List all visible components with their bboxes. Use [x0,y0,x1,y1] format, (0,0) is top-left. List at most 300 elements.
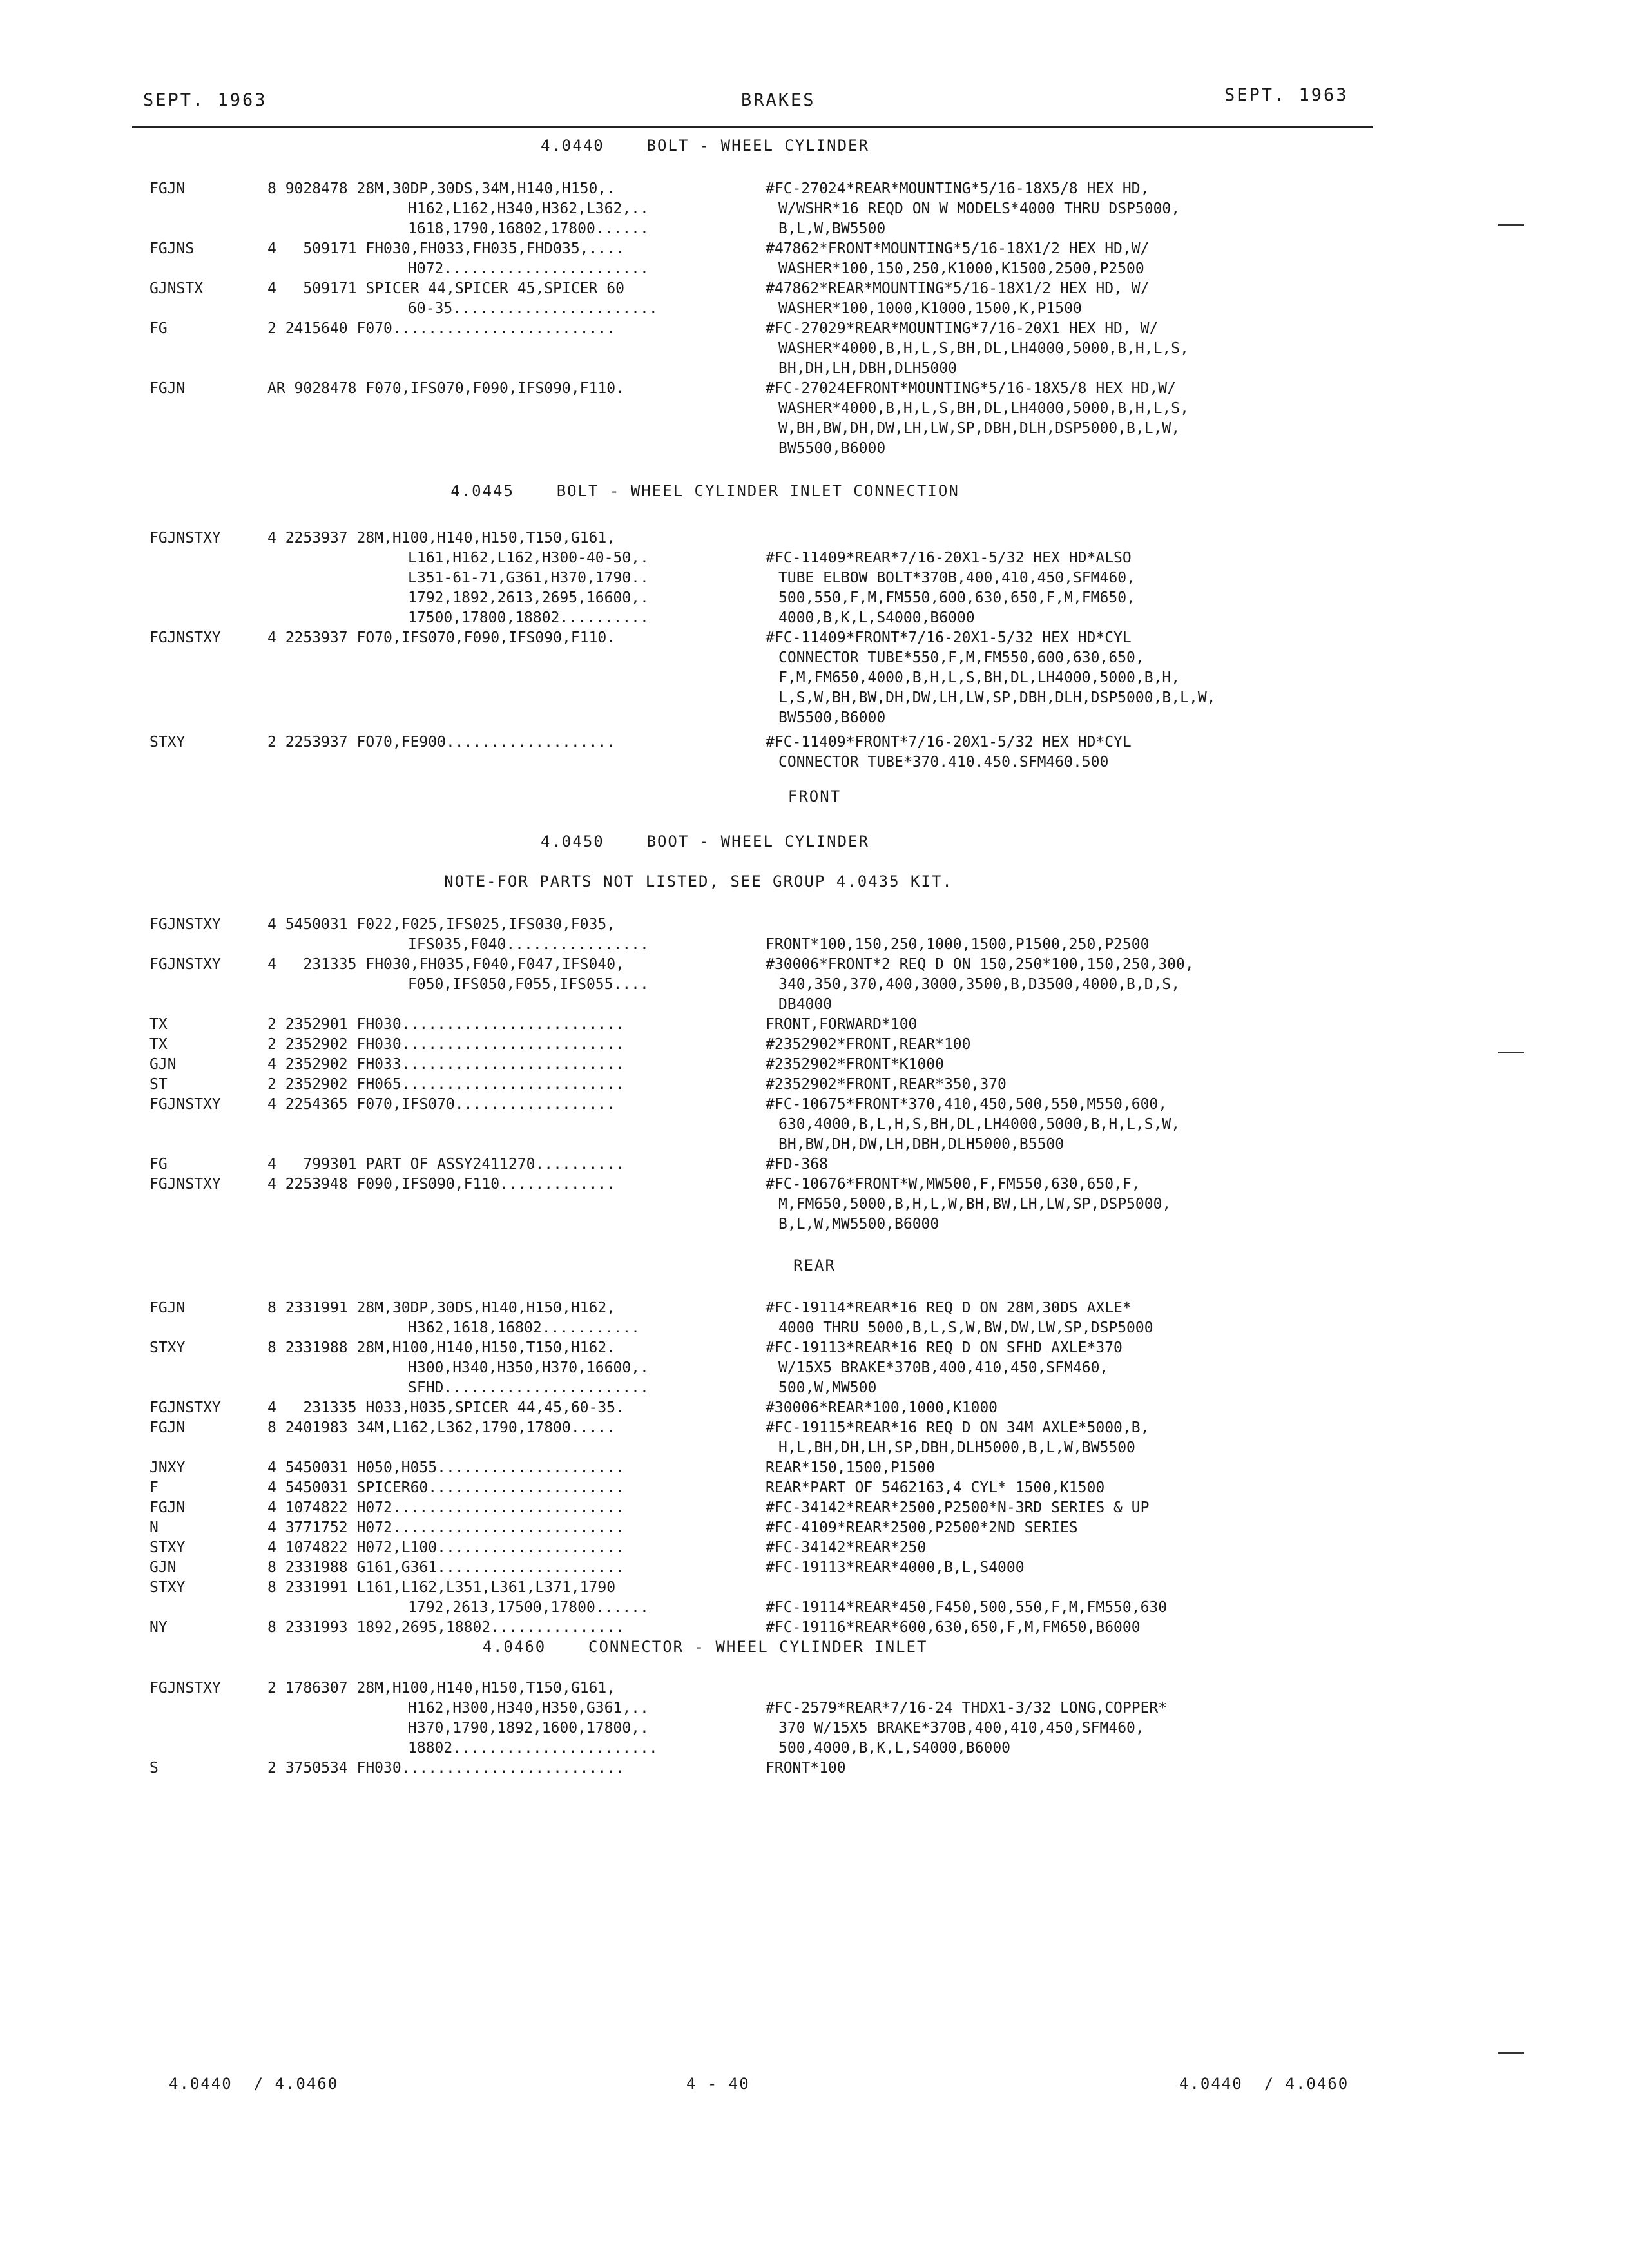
model-code: STXY [149,1340,186,1356]
qty-part-number: 2 2352902 [267,1036,348,1053]
description-line: FRONT*100,150,250,1000,1500,P1500,250,P2500 [766,936,1150,953]
application-line [267,1538,624,1558]
margin-mark [1498,1052,1524,1053]
description-line: #47862*FRONT*MOUNTING*5/16-18X1/2 HEX HD,W/ [766,240,1150,257]
qty-part-application [267,1578,649,1618]
description [766,179,1180,239]
description [766,1095,1180,1155]
qty-part-application [267,1418,615,1438]
application-line [267,568,649,588]
description [766,733,1132,773]
application-line [267,1338,649,1358]
description-line: M,FM650,5000,B,H,L,W,BH,BW,LH,LW,SP,DSP5000, [778,1196,1171,1213]
application-text: H072....................... [408,260,649,277]
description-line: #2352902*FRONT,REAR*350,370 [766,1076,1007,1093]
description [766,239,1149,279]
model-code: JNXY [149,1459,186,1476]
description-line: #FC-27024EFRONT*MOUNTING*5/16-18X5/8 HEX HD,W/ [766,380,1176,397]
description-line [766,1578,1167,1598]
section-title: FRONT [787,787,842,805]
section-title: 4.0460 CONNECTOR - WHEEL CYLINDER INLET [482,1638,928,1656]
description-line: #FC-19115*REAR*16 REQ D ON 34M AXLE*5000,B, [766,1419,1150,1436]
model-code: FGJN [149,1499,186,1516]
description [766,1075,1007,1095]
application-text: FH033......................... [356,1056,624,1073]
application-text: F070......................... [356,320,616,337]
description [766,1678,1167,1758]
section-title: 4.0450 BOOT - WHEEL CYLINDER [541,832,869,850]
model-code: FGJN [149,180,186,197]
model-code: FGJNSTXY [149,956,221,973]
description-line: #FC-27029*REAR*MOUNTING*7/16-20X1 HEX HD, W/ [766,320,1159,337]
description [766,528,1135,628]
application-line [267,1758,624,1778]
description-line: #30006*FRONT*2 REQ D ON 150,250*100,150,250,300, [766,956,1194,973]
application-text: FO70,FE900................... [356,734,616,751]
description-line: WASHER*100,150,250,K1000,K1500,2500,P2500 [778,260,1144,277]
application-line [267,1075,624,1095]
section-title: NOTE-FOR PARTS NOT LISTED, SEE GROUP 4.0435 KIT. [444,872,953,890]
application-line [267,1378,649,1398]
model-code: GJNSTX [149,280,204,297]
model-code: N [149,1519,159,1536]
qty-part-application [267,1518,624,1538]
application-line [267,279,658,299]
description-line: BH,DH,LH,DBH,DLH5000 [778,360,957,377]
description-line: #30006*REAR*100,1000,K1000 [766,1399,998,1416]
application-line [267,1095,615,1115]
qty-part-application [267,1458,624,1478]
application-text: L161,L162,L351,L361,L371,1790 [356,1579,616,1596]
description-line: B,L,W,BW5500 [778,220,886,237]
description-line: 500,W,MW500 [778,1379,877,1396]
qty-part-number: 4 509171 [267,280,357,297]
qty-part-number: 2 2415640 [267,320,348,337]
application-text: 18802....................... [408,1740,658,1756]
application-line [267,319,615,339]
description [766,1538,926,1558]
description-line: WASHER*100,1000,K1000,1500,K,P1500 [778,300,1082,317]
description [766,1418,1149,1458]
description-line: 340,350,370,400,3000,3500,B,D3500,4000,B,D,S, [778,976,1181,993]
application-line [267,1498,624,1518]
application-text: FH030......................... [356,1016,624,1033]
description-line: BW5500,B6000 [778,440,886,457]
description [766,1338,1123,1398]
qty-part-application [267,733,615,753]
description-line: #FC-27024*REAR*MOUNTING*5/16-18X5/8 HEX HD, [766,180,1150,197]
qty-part-number: 4 1074822 [267,1539,348,1556]
description [766,955,1194,1015]
application-text: 28M,H100,H140,H150,T150,G161, [356,530,616,546]
application-line [267,379,624,399]
application-text: IFS035,F040................ [408,936,649,953]
description-line: H,L,BH,DH,LH,SP,DBH,DLH5000,B,L,W,BW5500 [778,1439,1135,1456]
description [766,1155,828,1175]
description-line: B,L,W,MW5500,B6000 [778,1216,940,1233]
model-code: FGJNSTXY [149,916,221,933]
qty-part-application [267,1298,640,1338]
description-line: #FC-2579*REAR*7/16-24 THDX1-3/32 LONG,COPPER* [766,1700,1168,1716]
application-text: 17500,17800,18802.......... [408,610,649,626]
description-line: 4000 THRU 5000,B,L,S,W,BW,DW,LW,SP,DSP5000 [778,1320,1153,1336]
model-code: FGJNSTXY [149,629,221,646]
description-line: #FC-4109*REAR*2500,P2500*2ND SERIES [766,1519,1078,1536]
model-code: FGJNS [149,240,195,257]
application-line [267,179,649,199]
application-line [267,1155,624,1175]
qty-part-application [267,1558,624,1578]
application-line [267,259,649,279]
description-line: 630,4000,B,L,H,S,BH,DL,LH4000,5000,B,H,L,S,W, [778,1116,1181,1133]
application-text: FH030,FH033,FH035,FHD035,.... [365,240,624,257]
description-line: WASHER*4000,B,H,L,S,BH,DL,LH4000,5000,B,H,L,S, [778,400,1189,417]
footer-right: 4.0440 / 4.0460 [1179,2075,1349,2093]
description-line: W/WSHR*16 REQD ON W MODELS*4000 THRU DSP5000, [778,200,1181,217]
description-line: FRONT*100 [766,1760,846,1776]
qty-part-application [267,1075,624,1095]
description-line: CONNECTOR TUBE*370.410.450.SFM460.500 [778,754,1109,771]
description-line: 4000,B,K,L,S4000,B6000 [778,610,975,626]
qty-part-number: 4 2352902 [267,1056,348,1073]
qty-part-number: 4 2253937 [267,629,348,646]
application-text: H072.......................... [356,1519,624,1536]
description [766,915,1149,955]
application-line [267,955,649,975]
qty-part-application [267,279,658,319]
qty-part-application [267,1538,624,1558]
qty-part-application [267,1338,649,1398]
description [766,1458,935,1478]
description-line [766,915,1149,935]
description [766,1175,1171,1235]
application-text: 1892,2695,18802............... [356,1619,624,1636]
description [766,379,1189,459]
application-text: H300,H340,H350,H370,16600,. [408,1360,649,1376]
application-line [267,1578,649,1598]
description-line: 500,550,F,M,FM550,600,630,650,F,M,FM650, [778,590,1135,606]
model-code: FGJNSTXY [149,1176,221,1193]
description [766,1015,917,1035]
description-line: #FC-11409*FRONT*7/16-20X1-5/32 HEX HD*CYL [766,734,1132,751]
margin-mark [1498,2052,1524,2054]
model-code: NY [149,1619,168,1636]
application-text: 28M,30DP,30DS,34M,H140,H150,. [356,180,616,197]
application-text: L351-61-71,G361,H370,1790.. [408,570,649,586]
description-line: L,S,W,BH,BW,DH,DW,LH,LW,SP,DBH,DLH,DSP5000,B,L,W, [778,689,1216,706]
application-line [267,1678,658,1698]
application-text: F022,F025,IFS025,IFS030,F035, [356,916,616,933]
header-center: BRAKES [741,90,816,110]
qty-part-application [267,1398,624,1418]
description-line: #FC-34142*REAR*250 [766,1539,927,1556]
section-title: 4.0440 BOLT - WHEEL CYLINDER [541,137,869,155]
qty-part-application [267,1035,624,1055]
description [766,1578,1167,1618]
application-line [267,1618,624,1638]
description-line: #FC-19116*REAR*600,630,650,F,M,FM650,B6000 [766,1619,1141,1636]
description [766,1298,1153,1338]
application-line [267,299,658,319]
application-line [267,733,615,753]
model-code: FGJNSTXY [149,1399,221,1416]
application-line [267,1358,649,1378]
application-text: 60-35....................... [408,300,658,317]
application-text: 1618,1790,16802,17800...... [408,220,649,237]
model-code: FGJNSTXY [149,530,221,546]
description-line: BW5500,B6000 [778,709,886,726]
application-text: G161,G361..................... [356,1559,624,1576]
qty-part-number: 8 2331988 [267,1340,348,1356]
application-line [267,239,649,259]
application-text: 28M,H100,H140,H150,T150,H162. [356,1340,616,1356]
model-code: FGJN [149,380,186,397]
qty-part-number: 4 5450031 [267,1459,348,1476]
qty-part-number: 8 2331988 [267,1559,348,1576]
header-left: SEPT. 1963 [143,90,267,110]
application-line [267,915,649,935]
description [766,1035,971,1055]
qty-part-number: 4 2253937 [267,530,348,546]
description-line: 370 W/15X5 BRAKE*370B,400,410,450,SFM460, [778,1720,1144,1736]
qty-part-application [267,1618,624,1638]
application-text: SPICER60...................... [356,1479,624,1496]
description-line: #FC-34142*REAR*2500,P2500*N-3RD SERIES & UP [766,1499,1150,1516]
application-text: 1792,1892,2613,2695,16600,. [408,590,649,606]
margin-mark [1498,224,1524,226]
model-code: STXY [149,1539,186,1556]
description-line: #FC-19114*REAR*16 REQ D ON 28M,30DS AXLE* [766,1300,1132,1316]
description [766,1478,1104,1498]
section-title: 4.0445 BOLT - WHEEL CYLINDER INLET CONNECTION [450,482,959,500]
qty-part-number: 2 1786307 [267,1680,348,1696]
qty-part-application [267,179,649,239]
model-code: FGJNSTXY [149,1096,221,1113]
application-text: L161,H162,L162,H300-40-50,. [408,550,649,566]
application-line [267,1698,658,1718]
model-code: ST [149,1076,168,1093]
application-text: H072.......................... [356,1499,624,1516]
description-line: #FC-19114*REAR*450,F450,500,550,F,M,FM550,630 [766,1599,1168,1616]
description [766,279,1149,319]
application-line [267,548,649,568]
footer-center: 4 - 40 [686,2075,750,2093]
header-right: SEPT. 1963 [1224,85,1349,105]
qty-part-application [267,1498,624,1518]
application-line [267,1175,615,1195]
footer-left: 4.0440 / 4.0460 [169,2075,339,2093]
qty-part-number: 2 2352902 [267,1076,348,1093]
application-line [267,935,649,955]
description [766,1618,1141,1638]
application-line [267,1458,624,1478]
application-line [267,1055,624,1075]
qty-part-application [267,319,615,339]
qty-part-application [267,1678,658,1758]
description-line: F,M,FM650,4000,B,H,L,S,BH,DL,LH4000,5000,B,H, [778,669,1181,686]
description [766,1498,1149,1518]
qty-part-number: 8 2331991 [267,1300,348,1316]
qty-part-application [267,239,649,279]
header-rule [132,126,1373,128]
application-line [267,1418,615,1438]
qty-part-number: 2 3750534 [267,1760,348,1776]
description-line: #FD-368 [766,1156,828,1173]
qty-part-number: AR 9028478 [267,380,357,397]
description-line: REAR*PART OF 5462163,4 CYL* 1500,K1500 [766,1479,1105,1496]
description-line: W/15X5 BRAKE*370B,400,410,450,SFM460, [778,1360,1109,1376]
qty-part-application [267,1015,624,1035]
model-code: STXY [149,734,186,751]
qty-part-application [267,379,624,399]
qty-part-number: 4 5450031 [267,916,348,933]
application-text: H162,L162,H340,H362,L362,.. [408,200,649,217]
description-line: WASHER*4000,B,H,L,S,BH,DL,LH4000,5000,B,H,L,S, [778,340,1189,357]
description-line: CONNECTOR TUBE*550,F,M,FM550,600,630,650, [778,649,1144,666]
model-code: TX [149,1036,168,1053]
description-line: #2352902*FRONT,REAR*100 [766,1036,971,1053]
application-line [267,1398,624,1418]
application-line [267,199,649,219]
description [766,1398,998,1418]
qty-part-number: 2 2352901 [267,1016,348,1033]
description-line [766,1678,1167,1698]
description-line: #FC-10675*FRONT*370,410,450,500,550,M550,600, [766,1096,1168,1113]
description [766,1518,1078,1538]
application-text: FH030......................... [356,1760,624,1776]
application-text: 34M,L162,L362,1790,17800..... [356,1419,616,1436]
description-line: DB4000 [778,996,833,1013]
application-text: F070,IFS070,F090,IFS090,F110. [365,380,624,397]
qty-part-number: 4 2253948 [267,1176,348,1193]
qty-part-application [267,955,649,995]
qty-part-number: 4 2254365 [267,1096,348,1113]
application-text: F090,IFS090,F110............. [356,1176,616,1193]
qty-part-application [267,1155,624,1175]
application-text: F050,IFS050,F055,IFS055.... [408,976,649,993]
application-line [267,1518,624,1538]
description-line: 500,4000,B,K,L,S4000,B6000 [778,1740,1011,1756]
model-code: F [149,1479,159,1496]
application-line [267,1298,640,1318]
qty-part-number: 8 9028478 [267,180,348,197]
description-line: #47862*REAR*MOUNTING*5/16-18X1/2 HEX HD, W/ [766,280,1150,297]
application-line [267,219,649,239]
qty-part-application [267,1055,624,1075]
application-text: PART OF ASSY2411270.......... [365,1156,624,1173]
qty-part-application [267,1478,624,1498]
description [766,1558,1025,1578]
qty-part-number: 8 2401983 [267,1419,348,1436]
application-line [267,588,649,608]
application-text: FO70,IFS070,F090,IFS090,F110. [356,629,616,646]
application-line [267,528,649,548]
qty-part-application [267,1175,615,1195]
description-line: #FC-10676*FRONT*W,MW500,F,FM550,630,650,F, [766,1176,1141,1193]
qty-part-number: 2 2253937 [267,734,348,751]
application-text: H072,L100..................... [356,1539,624,1556]
model-code: GJN [149,1559,177,1576]
application-text: FH030......................... [356,1036,624,1053]
application-line [267,1558,624,1578]
application-text: 28M,H100,H140,H150,T150,G161, [356,1680,616,1696]
qty-part-number: 4 509171 [267,240,357,257]
application-text: 1792,2613,17500,17800...... [408,1599,649,1616]
qty-part-application [267,628,615,648]
application-text: FH030,FH035,F040,F047,IFS040, [365,956,624,973]
description-line: W,BH,BW,DH,DW,LH,LW,SP,DBH,DLH,DSP5000,B,L,W, [778,420,1181,437]
section-title: REAR [793,1256,836,1274]
application-line [267,975,649,995]
description-line: TUBE ELBOW BOLT*370B,400,410,450,SFM460, [778,570,1135,586]
application-text: SFHD....................... [408,1379,649,1396]
application-line [267,1478,624,1498]
description-line: #FC-11409*FRONT*7/16-20X1-5/32 HEX HD*CYL [766,629,1132,646]
application-text: H033,H035,SPICER 44,45,60-35. [365,1399,624,1416]
description-line: #FC-11409*REAR*7/16-20X1-5/32 HEX HD*ALSO [766,550,1132,566]
application-line [267,1738,658,1758]
model-code: S [149,1760,159,1776]
model-code: FG [149,320,168,337]
application-line [267,1015,624,1035]
qty-part-application [267,1758,624,1778]
model-code: FG [149,1156,168,1173]
application-text: SPICER 44,SPICER 45,SPICER 60 [365,280,624,297]
application-line [267,1035,624,1055]
qty-part-number: 4 231335 [267,1399,357,1416]
application-line [267,608,649,628]
application-text: H162,H300,H340,H350,G361,.. [408,1700,649,1716]
qty-part-number: 4 3771752 [267,1519,348,1536]
qty-part-number: 4 231335 [267,956,357,973]
application-line [267,1318,640,1338]
qty-part-number: 4 799301 [267,1156,357,1173]
description-line: #2352902*FRONT*K1000 [766,1056,944,1073]
application-line [267,628,615,648]
model-code: GJN [149,1056,177,1073]
model-code: FGJN [149,1300,186,1316]
application-text: FH065......................... [356,1076,624,1093]
qty-part-number: 8 2331991 [267,1579,348,1596]
description-line [766,528,1135,548]
application-text: F070,IFS070.................. [356,1096,616,1113]
application-line [267,1718,658,1738]
qty-part-number: 4 1074822 [267,1499,348,1516]
qty-part-application [267,915,649,955]
application-text: H050,H055..................... [356,1459,624,1476]
model-code: FGJNSTXY [149,1680,221,1696]
description [766,319,1189,379]
description-line: BH,BW,DH,DW,LH,DBH,DLH5000,B5500 [778,1136,1065,1153]
description-line: #FC-19113*REAR*16 REQ D ON SFHD AXLE*370 [766,1340,1123,1356]
qty-part-application [267,1095,615,1115]
qty-part-number: 4 5450031 [267,1479,348,1496]
application-text: H370,1790,1892,1600,17800,. [408,1720,649,1736]
description-line: FRONT,FORWARD*100 [766,1016,918,1033]
model-code: FGJN [149,1419,186,1436]
application-text: 28M,30DP,30DS,H140,H150,H162, [356,1300,616,1316]
model-code: STXY [149,1579,186,1596]
application-line [267,1598,649,1618]
description [766,1758,846,1778]
model-code: TX [149,1016,168,1033]
application-text: H362,1618,16802........... [408,1320,641,1336]
description-line: #FC-19113*REAR*4000,B,L,S4000 [766,1559,1025,1576]
qty-part-number: 8 2331993 [267,1619,348,1636]
description [766,1055,944,1075]
description [766,628,1216,728]
qty-part-application [267,528,649,628]
